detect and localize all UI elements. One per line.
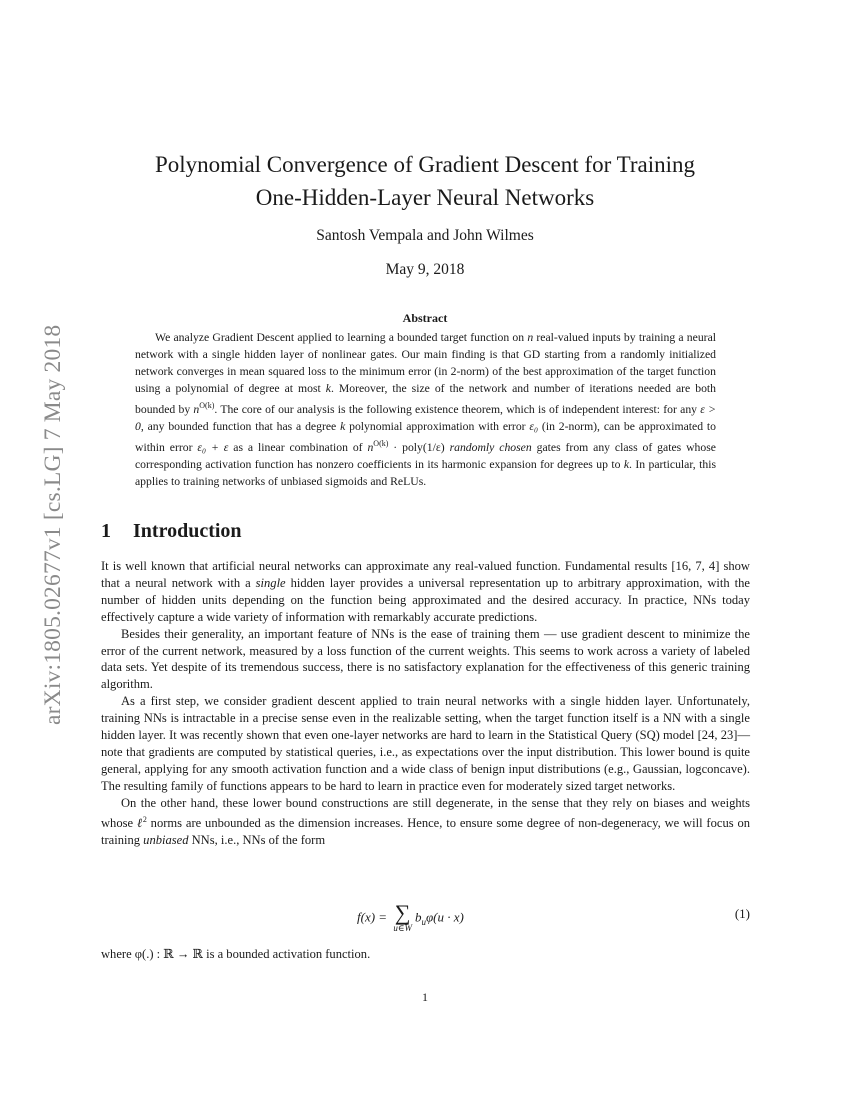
paragraph bbox=[101, 558, 750, 626]
math-epsilon-sum: ε₀ + ε bbox=[197, 440, 229, 454]
section-title: Introduction bbox=[133, 520, 242, 542]
abstract-text: polynomial approximation with error bbox=[345, 419, 530, 433]
paragraph-text: It is well known that artificial neural networks can approximate any real-valued function. Fundamental results [16, 7, 4] show that a neural network with a bbox=[101, 559, 750, 590]
math-epsilon-condition: ε > 0 bbox=[135, 402, 716, 433]
sum-operator bbox=[393, 900, 412, 934]
authors: Santosh Vempala and John Wilmes bbox=[316, 227, 534, 244]
date: May 9, 2018 bbox=[385, 261, 465, 278]
title-line-2: One-Hidden-Layer Neural Networks bbox=[255, 185, 595, 210]
math-n: n bbox=[367, 440, 374, 454]
equation-rhs-subscript: u bbox=[421, 917, 426, 928]
paper-title bbox=[100, 148, 750, 214]
paragraph-text: NNs, i.e., NNs of the form bbox=[188, 832, 326, 847]
equation-lhs: f(x) = bbox=[357, 909, 388, 925]
math-epsilon-zero: ε₀ bbox=[529, 419, 539, 433]
equation-rhs: b bbox=[414, 909, 422, 925]
math-poly: · poly(1/ε) bbox=[388, 440, 450, 454]
abstract-text: real-valued inputs by training a neural network with a single hidden layer of nonlinear gates. Our main finding is that GD starting from a randomly initialized network converges in mean squared loss to the minimum error (in 2-norm) of the best approximation of the target function using a polynomial of degree at most bbox=[135, 331, 716, 395]
math-superscript: O(k) bbox=[199, 401, 215, 410]
abstract-text: . Moreover, the size of the network and number of iterations needed are both bounded by bbox=[135, 382, 716, 416]
math-superscript: 2 bbox=[142, 814, 147, 824]
abstract-body bbox=[135, 329, 716, 490]
math-n: n bbox=[193, 402, 200, 416]
arxiv-identifier: arXiv:1805.02677v1 [cs.LG] 7 May 2018 bbox=[40, 324, 66, 725]
page-number: 1 bbox=[422, 990, 428, 1004]
paragraph-text: hidden layer provides a universal representation up to arbitrary approximation, with the number of hidden units depending on the function being approximated and the desired accuracy. In practice, NNs today effectively capture a wide variety of information with remarkably accurate predictions. bbox=[101, 575, 750, 624]
abstract-text: . In particular, this applies to training networks of unbiased sigmoids and ReLUs. bbox=[135, 457, 716, 488]
emphasis-unbiased: unbiased bbox=[143, 832, 189, 847]
math-ell: ℓ bbox=[136, 815, 143, 830]
section-number: 1 bbox=[101, 520, 111, 542]
abstract-text: (in 2-norm), can be approximated to within error bbox=[135, 419, 716, 454]
emphasis-single: single bbox=[255, 575, 286, 590]
abstract-text: . The core of our analysis is the following existence theorem, which is of independent interest: for any bbox=[214, 402, 701, 416]
math-n: n bbox=[527, 331, 534, 344]
equation-body bbox=[357, 900, 464, 934]
abstract-text: , any bounded function that has a degree bbox=[140, 419, 341, 433]
paragraph bbox=[101, 795, 750, 849]
emphasis-randomly-chosen: randomly chosen bbox=[449, 440, 532, 454]
paragraph-text: norms are unbounded as the dimension increases. Hence, to ensure some degree of non-degeneracy, we will focus on training bbox=[101, 815, 750, 847]
abstract-heading: Abstract bbox=[402, 311, 448, 325]
sigma-symbol: ∑ bbox=[394, 900, 411, 925]
paragraph: Besides their generality, an important feature of NNs is the ease of training them — use gradient descent to minimize the error of the current network, measured by a loss function of the current weights. This seems to work across a variety of labeled data sets. Yet despite of its tremendous success, there is no satisfactory explanation for the effectiveness of this generic training algorithm. bbox=[101, 626, 750, 692]
abstract-text: We analyze Gradient Descent applied to learning a bounded target function on bbox=[155, 331, 528, 344]
equation-number: (1) bbox=[734, 906, 750, 921]
math-k: k bbox=[623, 457, 630, 471]
post-equation-text: where φ(.) : ℝ → ℝ is a bounded activation function. bbox=[101, 947, 371, 961]
paragraph-text: On the other hand, these lower bound constructions are still degenerate, in the sense that they rely on biases and weights whose bbox=[101, 795, 750, 830]
section-heading bbox=[101, 520, 242, 543]
paragraph: As a first step, we consider gradient descent applied to train neural networks with a single hidden layer. Unfortunately, training NNs is intractable in a precise sense even in the realizable setting, when the target function itself is a NN with a single hidden layer. It was recently shown that even one-layer networks are hard to learn in the Statistical Query (SQ) model [24, 23]— note that gradients are computed by statistical queries, i.e., as expectations over the input distribution. This lower bound is quite general, applying for any smooth activation function and a wide class of benign input distributions (e.g., Gaussian, logconcave). The resulting family of functions appears to be hard to learn in practice even for moderately sized target networks. bbox=[101, 694, 750, 793]
introduction-body bbox=[101, 558, 750, 849]
abstract-text: as a linear combination of bbox=[228, 440, 368, 454]
math-superscript: O(k) bbox=[373, 438, 389, 448]
equation-rhs-tail: φ(u · x) bbox=[425, 909, 464, 925]
equation-1 bbox=[101, 897, 750, 941]
math-k: k bbox=[325, 382, 331, 395]
title-line-1: Polynomial Convergence of Gradient Descent for Training bbox=[155, 152, 695, 177]
math-k: k bbox=[340, 419, 346, 433]
abstract-text: gates from any class of gates whose corresponding activation function has nonzero coefficients in its harmonic expansion for degrees up to bbox=[135, 440, 716, 471]
sum-subscript: u∈W bbox=[393, 923, 412, 933]
